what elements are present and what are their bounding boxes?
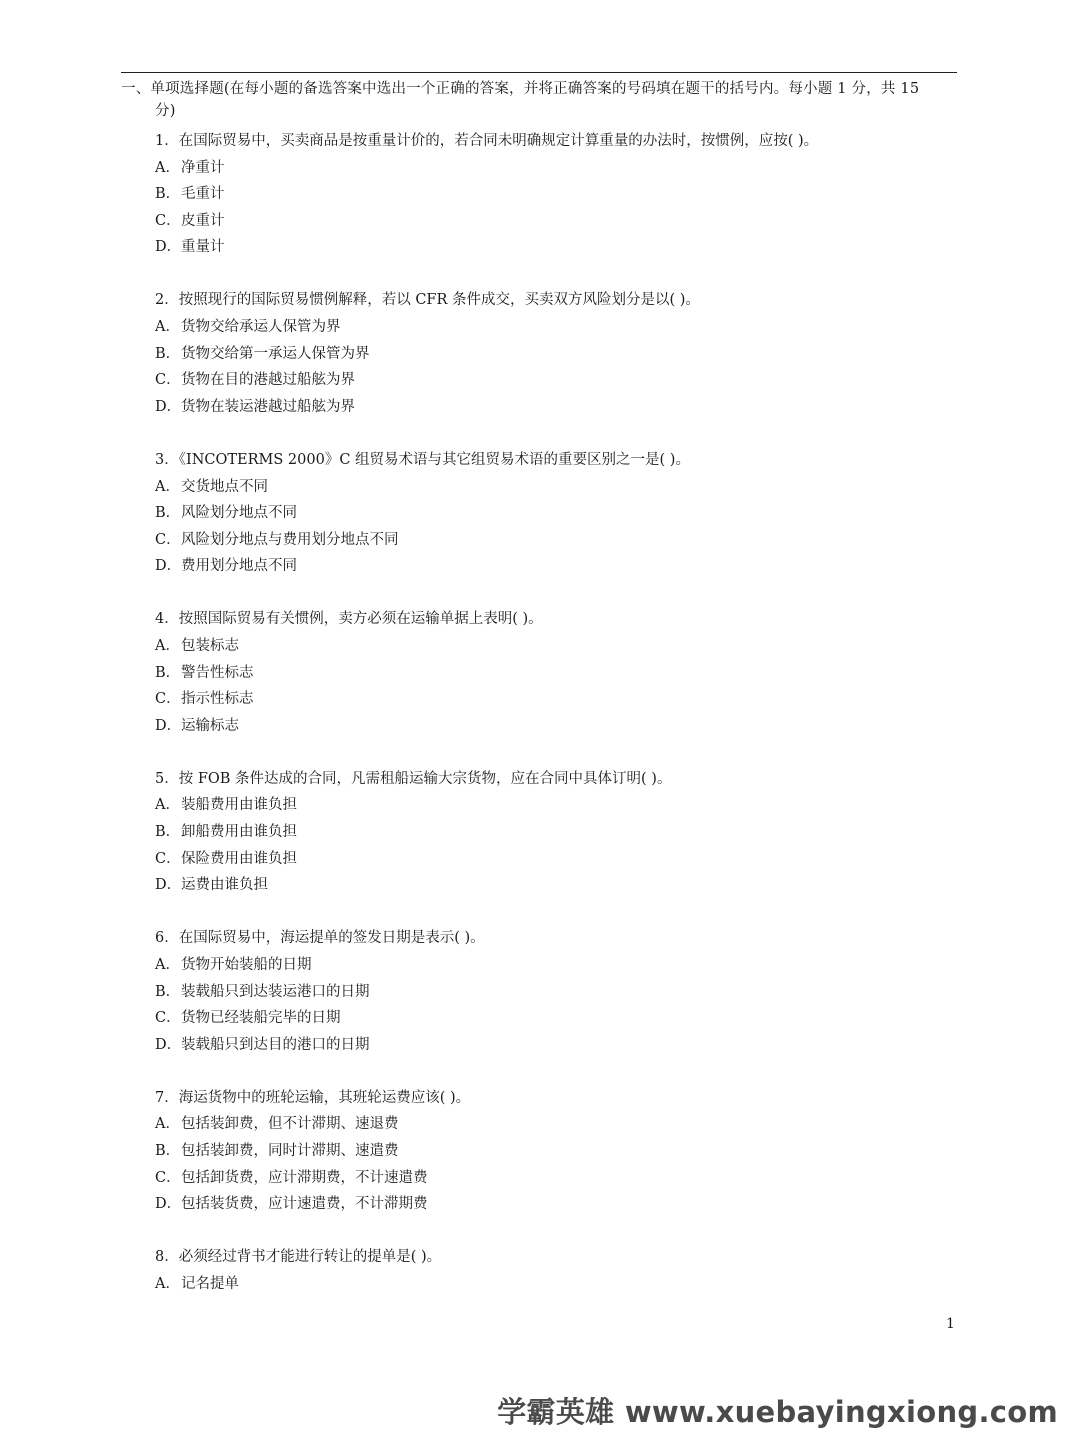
option-letter: A． — [155, 1275, 180, 1292]
option-text: 货物已经装船完毕的日期 — [181, 1010, 341, 1027]
option-text: 装载船只到达装运港口的日期 — [181, 983, 370, 1000]
answer-option — [155, 394, 955, 421]
option-letter: B． — [155, 186, 181, 203]
answer-option — [155, 792, 955, 819]
option-letter: A． — [155, 319, 180, 336]
option-text: 包括装货费，应计速遣费，不计滞期费 — [181, 1196, 428, 1213]
answer-option — [155, 633, 955, 660]
answer-option — [155, 660, 955, 687]
question-stem: 3．《INCOTERMS 2000》C 组贸易术语与其它组贸易术语的重要区别之一是( )。 — [155, 451, 690, 468]
answer-option — [155, 979, 955, 1006]
option-text: 货物开始装船的日期 — [181, 956, 312, 973]
answer-option — [155, 314, 955, 341]
answer-option — [155, 553, 955, 580]
option-letter: D． — [155, 1036, 182, 1053]
question-4 — [155, 606, 955, 739]
option-letter: C． — [155, 850, 181, 867]
question-stem: 6．在国际贸易中，海运提单的签发日期是表示( )。 — [155, 930, 485, 947]
option-letter: B． — [155, 505, 181, 522]
section-heading-line2: 分) — [155, 103, 176, 119]
question-2 — [155, 287, 955, 420]
option-letter: A． — [155, 956, 180, 973]
answer-option — [155, 1111, 955, 1138]
answer-option — [155, 474, 955, 501]
option-letter: B． — [155, 345, 181, 362]
answer-option — [155, 1271, 955, 1298]
option-text: 重量计 — [181, 239, 225, 256]
answer-option — [155, 181, 955, 208]
option-text: 卸船费用由谁负担 — [181, 824, 297, 841]
option-text: 费用划分地点不同 — [181, 558, 297, 575]
option-letter: B． — [155, 824, 181, 841]
option-text: 警告性标志 — [181, 664, 254, 681]
question-stem: 5．按 FOB 条件达成的合同，凡需租船运输大宗货物，应在合同中具体订明( )。 — [155, 770, 672, 787]
option-text: 货物交给第一承运人保管为界 — [181, 345, 370, 362]
question-3 — [155, 447, 955, 580]
option-letter: C． — [155, 1010, 181, 1027]
page-number: 1 — [946, 1316, 955, 1332]
section-heading — [121, 78, 963, 122]
answer-option — [155, 1005, 955, 1032]
answer-option — [155, 527, 955, 554]
option-letter: D． — [155, 558, 182, 575]
option-text: 风险划分地点不同 — [181, 505, 297, 522]
option-text: 净重计 — [181, 159, 225, 176]
question-7 — [155, 1085, 955, 1218]
option-letter: B． — [155, 664, 181, 681]
answer-option — [155, 208, 955, 235]
answer-option — [155, 234, 955, 261]
option-letter: A． — [155, 1116, 180, 1133]
answer-option — [155, 846, 955, 873]
option-letter: A． — [155, 797, 180, 814]
answer-option — [155, 341, 955, 368]
option-letter: D． — [155, 1196, 182, 1213]
option-text: 指示性标志 — [181, 691, 254, 708]
option-text: 毛重计 — [181, 186, 225, 203]
option-text: 记名提单 — [181, 1275, 239, 1292]
option-letter: B． — [155, 983, 181, 1000]
option-text: 货物在目的港越过船舷为界 — [181, 372, 355, 389]
question-stem: 1．在国际贸易中，买卖商品是按重量计价的，若合同未明确规定计算重量的办法时，按惯例，应按( )。 — [155, 133, 819, 149]
option-text: 交货地点不同 — [181, 478, 268, 495]
answer-option — [155, 1032, 955, 1059]
question-6 — [155, 925, 955, 1058]
option-letter: D． — [155, 239, 182, 256]
option-text: 装船费用由谁负担 — [181, 797, 297, 814]
answer-option — [155, 1138, 955, 1165]
answer-option — [155, 713, 955, 740]
question-1 — [155, 128, 955, 261]
question-stem: 8．必须经过背书才能进行转让的提单是( )。 — [155, 1249, 442, 1266]
option-letter: A． — [155, 638, 180, 654]
question-stem: 2．按照现行的国际贸易惯例解释，若以 CFR 条件成交，买卖双方风险划分是以( )。 — [155, 292, 700, 309]
question-8 — [155, 1244, 955, 1297]
option-text: 包括装卸费，同时计滞期、速遣费 — [181, 1143, 399, 1159]
option-letter: A． — [155, 478, 180, 495]
option-text: 货物交给承运人保管为界 — [181, 319, 341, 336]
answer-option — [155, 155, 955, 182]
option-letter: C． — [155, 372, 181, 389]
option-text: 运输标志 — [181, 717, 239, 734]
answer-option — [155, 1165, 955, 1192]
option-text: 货物在装运港越过船舷为界 — [181, 398, 355, 415]
answer-option — [155, 500, 955, 527]
option-letter: D． — [155, 717, 182, 734]
answer-option — [155, 872, 955, 899]
option-text: 包装标志 — [181, 638, 239, 654]
option-text: 运费由谁负担 — [181, 877, 268, 894]
option-text: 包括装卸费，但不计滞期、速退费 — [181, 1116, 399, 1133]
question-stem: 4．按照国际贸易有关惯例，卖方必须在运输单据上表明( )。 — [155, 611, 543, 628]
section-heading-line1: 一、单项选择题(在每小题的备选答案中选出一个正确的答案，并将正确答案的号码填在题干的括号内。每小题 1 分，共 15 — [121, 81, 920, 97]
option-letter: C． — [155, 691, 181, 708]
option-letter: C． — [155, 212, 181, 229]
option-letter: B． — [155, 1143, 181, 1159]
question-stem: 7．海运货物中的班轮运输，其班轮运费应该( )。 — [155, 1089, 471, 1106]
answer-option — [155, 952, 955, 979]
option-letter: C． — [155, 531, 181, 548]
option-letter: C． — [155, 1169, 181, 1186]
option-text: 包括卸货费，应计滞期费，不计速遣费 — [181, 1169, 428, 1186]
option-text: 装载船只到达目的港口的日期 — [181, 1036, 370, 1053]
option-letter: A． — [155, 159, 180, 176]
option-letter: D． — [155, 877, 182, 894]
option-text: 保险费用由谁负担 — [181, 850, 297, 867]
option-letter: D． — [155, 398, 182, 415]
answer-option — [155, 367, 955, 394]
question-list — [155, 128, 955, 1324]
watermark: 学霸英雄 www.xuebayingxiong.com — [497, 1395, 1058, 1429]
option-text: 皮重计 — [181, 212, 225, 229]
header-rule — [121, 72, 957, 73]
answer-option — [155, 819, 955, 846]
answer-option — [155, 1191, 955, 1218]
option-text: 风险划分地点与费用划分地点不同 — [181, 531, 399, 548]
question-5 — [155, 766, 955, 899]
answer-option — [155, 686, 955, 713]
